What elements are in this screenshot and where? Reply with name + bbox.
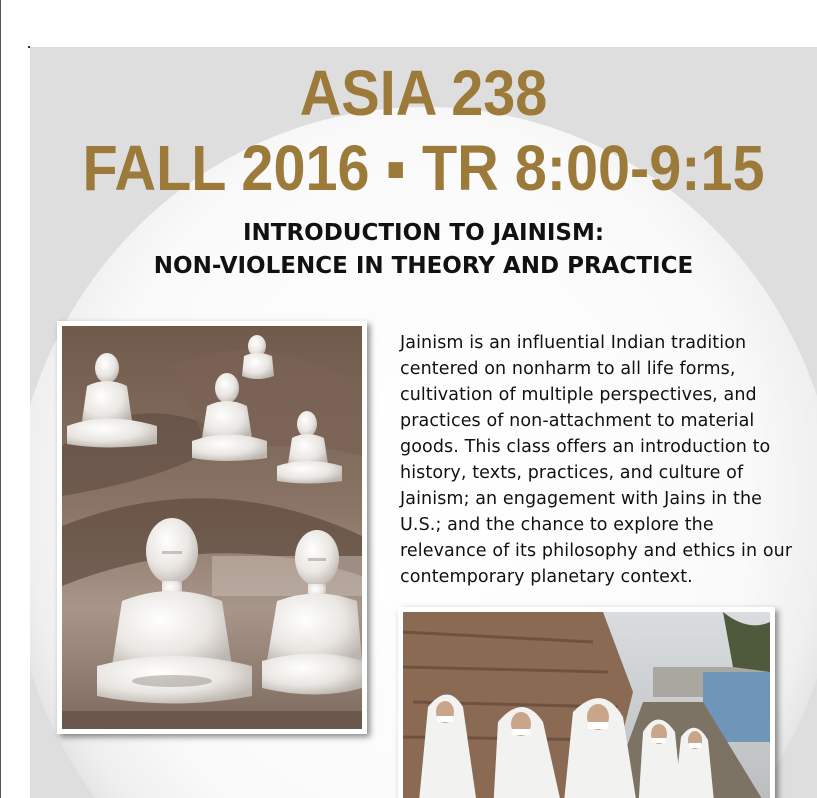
course-poster [30,47,817,798]
course-subtitle-line1: INTRODUCTION TO JAINISM: [242,220,605,246]
jain-statues-photo [57,321,367,734]
page-edge-line [0,0,1,798]
course-subtitle-line2: NON-VIOLENCE IN THEORY AND PRACTICE [153,253,694,279]
course-code-title: ASIA 238 [299,57,548,129]
jain-procession-photo [398,607,775,798]
jain-statues-image [62,326,362,729]
course-schedule-title: FALL 2016 ▪ TR 8:00-9:15 [82,132,765,204]
course-description: Jainism is an influential Indian tradition centered on nonharm to all life forms, cultivation of multiple perspectives, and practices of non-attachment to material goods. This class offers an introduction to history, texts, practices, and culture of Jainism; an engagement with Jains in the U.S.; and the chance to explore the relevance of its philosophy and ethics in our contemporary planetary context. [400,333,793,587]
jain-procession-image [403,612,770,798]
